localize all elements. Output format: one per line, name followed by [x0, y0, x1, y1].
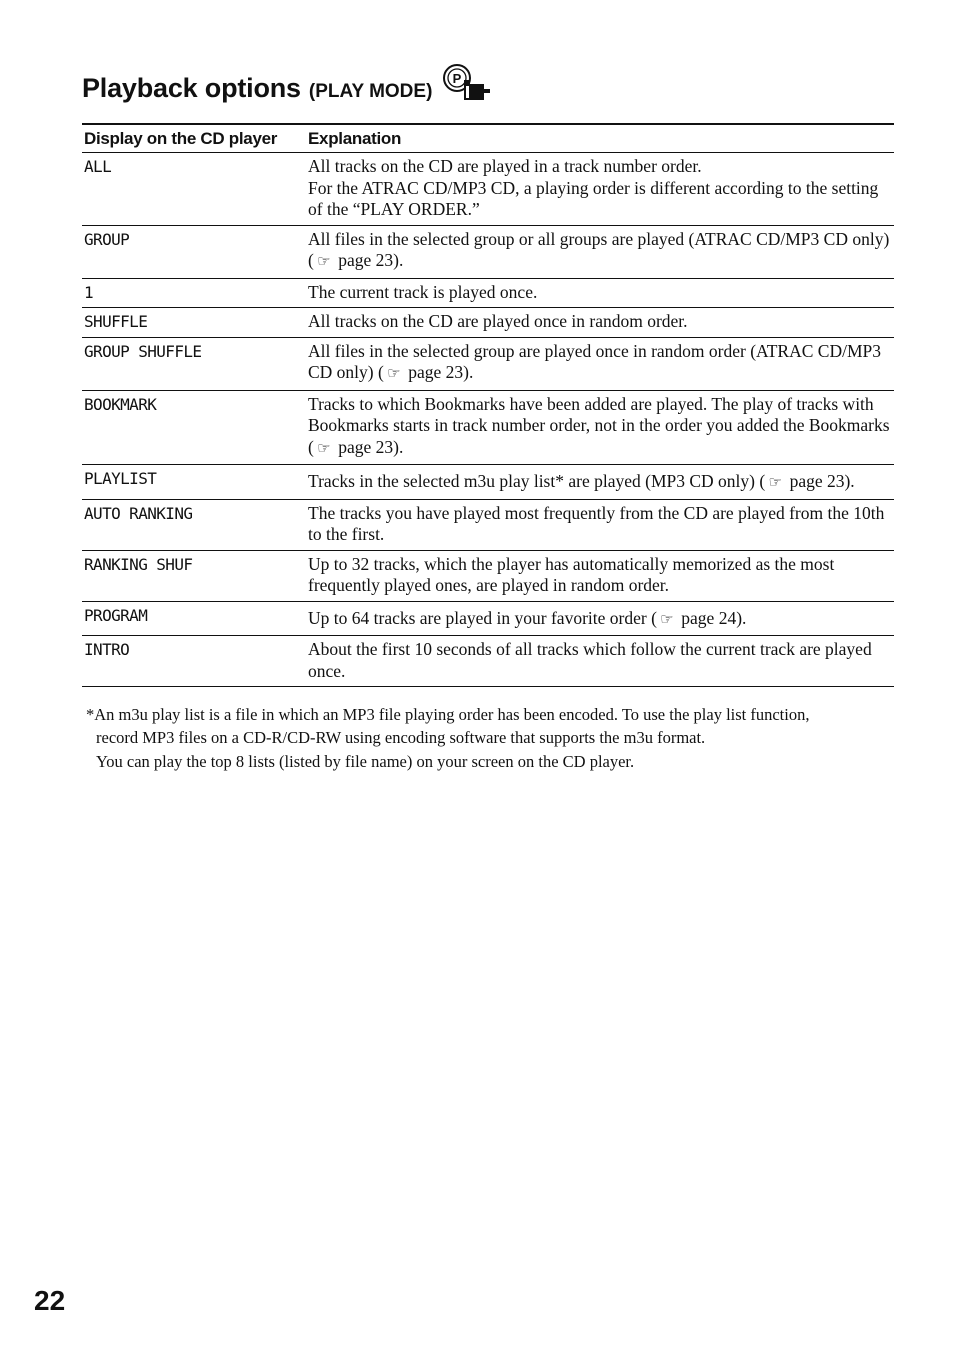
- page-reference: page 23).: [333, 250, 404, 270]
- explanation-cell: [306, 390, 894, 465]
- explanation-cell: [306, 601, 894, 636]
- pointing-hand-icon: ☞: [768, 475, 782, 491]
- explanation-cell: Up to 32 tracks, which the player has automatically memorized as the most frequently played ones, are played in random order.: [308, 553, 835, 595]
- table-row: [82, 308, 894, 338]
- explanation-cell: About the first 10 seconds of all tracks which follow the current track are played once.: [308, 639, 872, 681]
- table-row: [82, 550, 894, 601]
- page-number: 22: [34, 1285, 66, 1316]
- explanation-text: For the ATRAC CD/MP3 CD, a playing order is different according to the setting of the “PLAY ORDER.”: [308, 177, 879, 219]
- display-cell: RANKING SHUF: [84, 554, 193, 574]
- explanation-text: All files in the selected group are played once in random order (ATRAC CD/MP3 CD only) (: [308, 340, 881, 382]
- svg-text:P: P: [453, 71, 462, 86]
- column-header-explanation: Explanation: [308, 129, 402, 148]
- footnote-line-1: *An m3u play list is a file in which an MP3 file playing order has been encoded. To use the play list function,: [86, 705, 810, 724]
- table-row: [82, 278, 894, 308]
- table-row: [82, 337, 894, 390]
- play-mode-table: [82, 123, 894, 687]
- explanation-cell: [306, 465, 894, 500]
- page-reference: page 23).: [785, 471, 855, 491]
- explanation-text: Tracks to which Bookmarks have been added are played. The play of tracks with Bookmarks starts in track number order, not in the order you added the Bookmarks (: [308, 393, 890, 457]
- explanation-text: Up to 64 tracks are played in your favorite order (: [308, 607, 657, 628]
- table-row: [82, 636, 894, 687]
- display-cell: PLAYLIST: [84, 469, 157, 488]
- play-mode-button-icon: [440, 60, 494, 106]
- display-cell: INTRO: [84, 640, 130, 659]
- column-header-display: Display on the CD player: [84, 129, 278, 148]
- footnote-line-2: record MP3 files on a CD-R/CD-RW using encoding software that supports the m3u format.: [96, 728, 706, 747]
- table-row: [82, 225, 894, 278]
- pointing-hand-icon: ☞: [317, 254, 331, 270]
- explanation-cell: [306, 225, 894, 278]
- page-reference: page 24).: [676, 607, 747, 628]
- display-cell: 1: [84, 282, 94, 302]
- explanation-cell: The tracks you have played most frequently from the CD are played from the 10th to the first.: [308, 502, 885, 544]
- explanation-text: All files in the selected group or all groups are played (ATRAC CD/MP3 CD only) (: [308, 228, 890, 270]
- table-row: [82, 390, 894, 465]
- pointing-hand-icon: ☞: [387, 366, 401, 382]
- explanation-text: All tracks on the CD are played in a track number order.: [308, 156, 702, 176]
- display-cell: ALL: [84, 157, 112, 176]
- footnote: [86, 703, 886, 773]
- explanation-cell: All tracks on the CD are played once in random order.: [308, 311, 688, 331]
- display-cell: GROUP: [84, 229, 130, 249]
- page-reference: page 23).: [403, 362, 474, 382]
- page-title-main: Playback options: [82, 73, 301, 103]
- explanation-cell: [306, 153, 894, 226]
- display-cell: BOOKMARK: [84, 394, 157, 414]
- display-cell: AUTO RANKING: [84, 503, 193, 523]
- table-row: [82, 601, 894, 636]
- page-title: [82, 60, 494, 102]
- table-header-row: [82, 124, 894, 153]
- footnote-line-3: You can play the top 8 lists (listed by file name) on your screen on the CD player.: [96, 752, 635, 771]
- display-cell: SHUFFLE: [84, 312, 148, 331]
- table-row: [82, 153, 894, 226]
- display-cell: PROGRAM: [84, 605, 148, 625]
- table-row: [82, 465, 894, 500]
- table-row: [82, 499, 894, 550]
- display-cell: GROUP SHUFFLE: [84, 341, 202, 361]
- explanation-cell: [306, 337, 894, 390]
- explanation-text: Tracks in the selected m3u play list* are played (MP3 CD only) (: [308, 471, 766, 491]
- explanation-cell: The current track is played once.: [308, 281, 538, 302]
- page-reference: page 23).: [333, 436, 404, 457]
- page-title-sub: (PLAY MODE): [308, 81, 433, 102]
- pointing-hand-icon: ☞: [317, 440, 331, 457]
- pointing-hand-icon: ☞: [660, 611, 674, 628]
